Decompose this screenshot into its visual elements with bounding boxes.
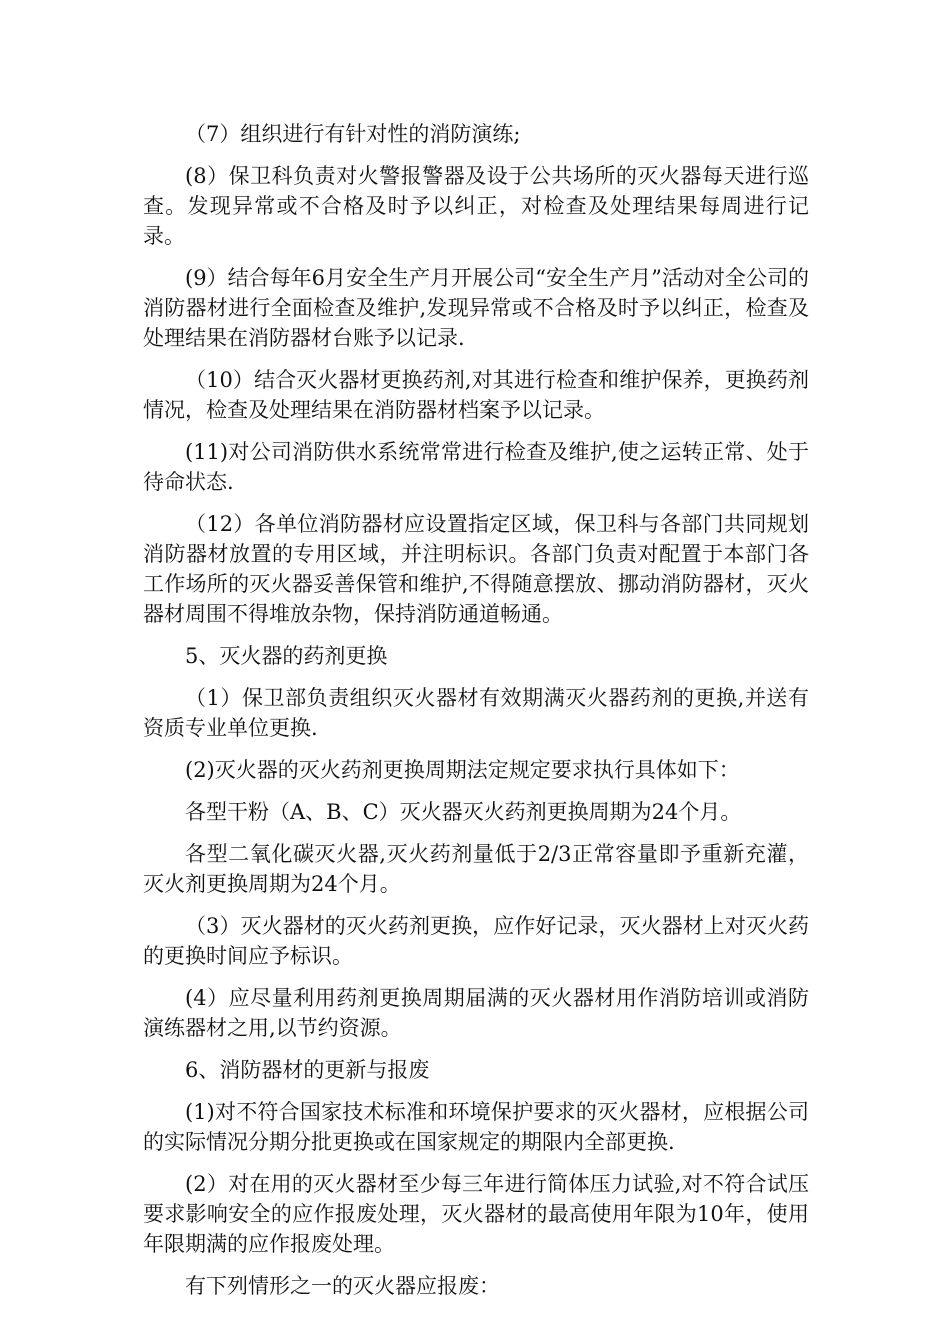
paragraph-item-10-agent-maintenance: （10）结合灭火器材更换药剂,对其进行检查和维护保养，更换药剂情况，检查及处理结果在消防器材档案予以记录。 xyxy=(143,368,809,422)
paragraph-5-1: （1）保卫部负责组织灭火器材有效期满灭火器药剂的更换,并送有资质专业单位更换. xyxy=(143,686,809,740)
paragraph-6-2: (2）对在用的灭火器材至少每三年进行简体压力试验,对不符合试压要求影响安全的应作报废处理，灭火器材的最高使用年限为10年，使用年限期满的应作报废处理。 xyxy=(143,1172,809,1256)
paragraph-item-12-designated-area: （12）各单位消防器材应设置指定区域，保卫科与各部门共同规划消防器材放置的专用区域，并注明标识。各部门负责对配置于本部门各工作场所的灭火器妥善保管和维护,不得随意摆放、挪动消防器材，灭火器材周围不得堆放杂物，保持消防通道畅通。 xyxy=(143,512,809,626)
paragraph-item-9-safety-month: (9）结合每年6月安全生产月开展公司“安全生产月”活动对全公司的消防器材进行全面检查及维护,发现异常或不合格及时予以纠正，检查及处理结果在消防器材台账予以记录. xyxy=(143,266,809,350)
paragraph-6-1: (1)对不符合国家技术标准和环境保护要求的灭火器材，应根据公司的实际情况分期分批更换或在国家规定的期限内全部更换. xyxy=(143,1100,809,1154)
section-heading-5: 5、灭火器的药剂更换 xyxy=(185,644,388,668)
paragraph-item-11-water-supply: (11)对公司消防供水系统常常进行检查及维护,使之运转正常、处于待命状态. xyxy=(143,440,809,494)
paragraph-scrap-conditions: 有下列情形之一的灭火器应报废： xyxy=(185,1274,500,1298)
paragraph-5-2: (2)灭火器的灭火药剂更换周期法定规定要求执行具体如下： xyxy=(185,758,740,782)
document-page xyxy=(143,119,809,1313)
paragraph-5-4: (4）应尽量利用药剂更换周期届满的灭火器材用作消防培训或消防演练器材之用,以节约资源。 xyxy=(143,986,809,1040)
section-heading-6: 6、消防器材的更新与报废 xyxy=(185,1058,430,1082)
paragraph-co2: 各型二氧化碳灭火器,灭火药剂量低于2/3正常容量即予重新充灌，灭火剂更换周期为24个月。 xyxy=(143,842,809,896)
paragraph-5-3: （3）灭火器材的灭火药剂更换，应作好记录，灭火器材上对灭火药的更换时间应予标识。 xyxy=(143,914,809,968)
paragraph-dry-powder: 各型干粉（A、B、C）灭火器灭火药剂更换周期为24个月。 xyxy=(185,800,742,824)
paragraph-item-7-drill: （7）组织进行有针对性的消防演练; xyxy=(185,122,521,146)
paragraph-item-8-daily-inspection: (8）保卫科负责对火警报警器及设于公共场所的灭火器每天进行巡查。发现异常或不合格及时予以纠正，对检查及处理结果每周进行记录。 xyxy=(143,164,809,248)
